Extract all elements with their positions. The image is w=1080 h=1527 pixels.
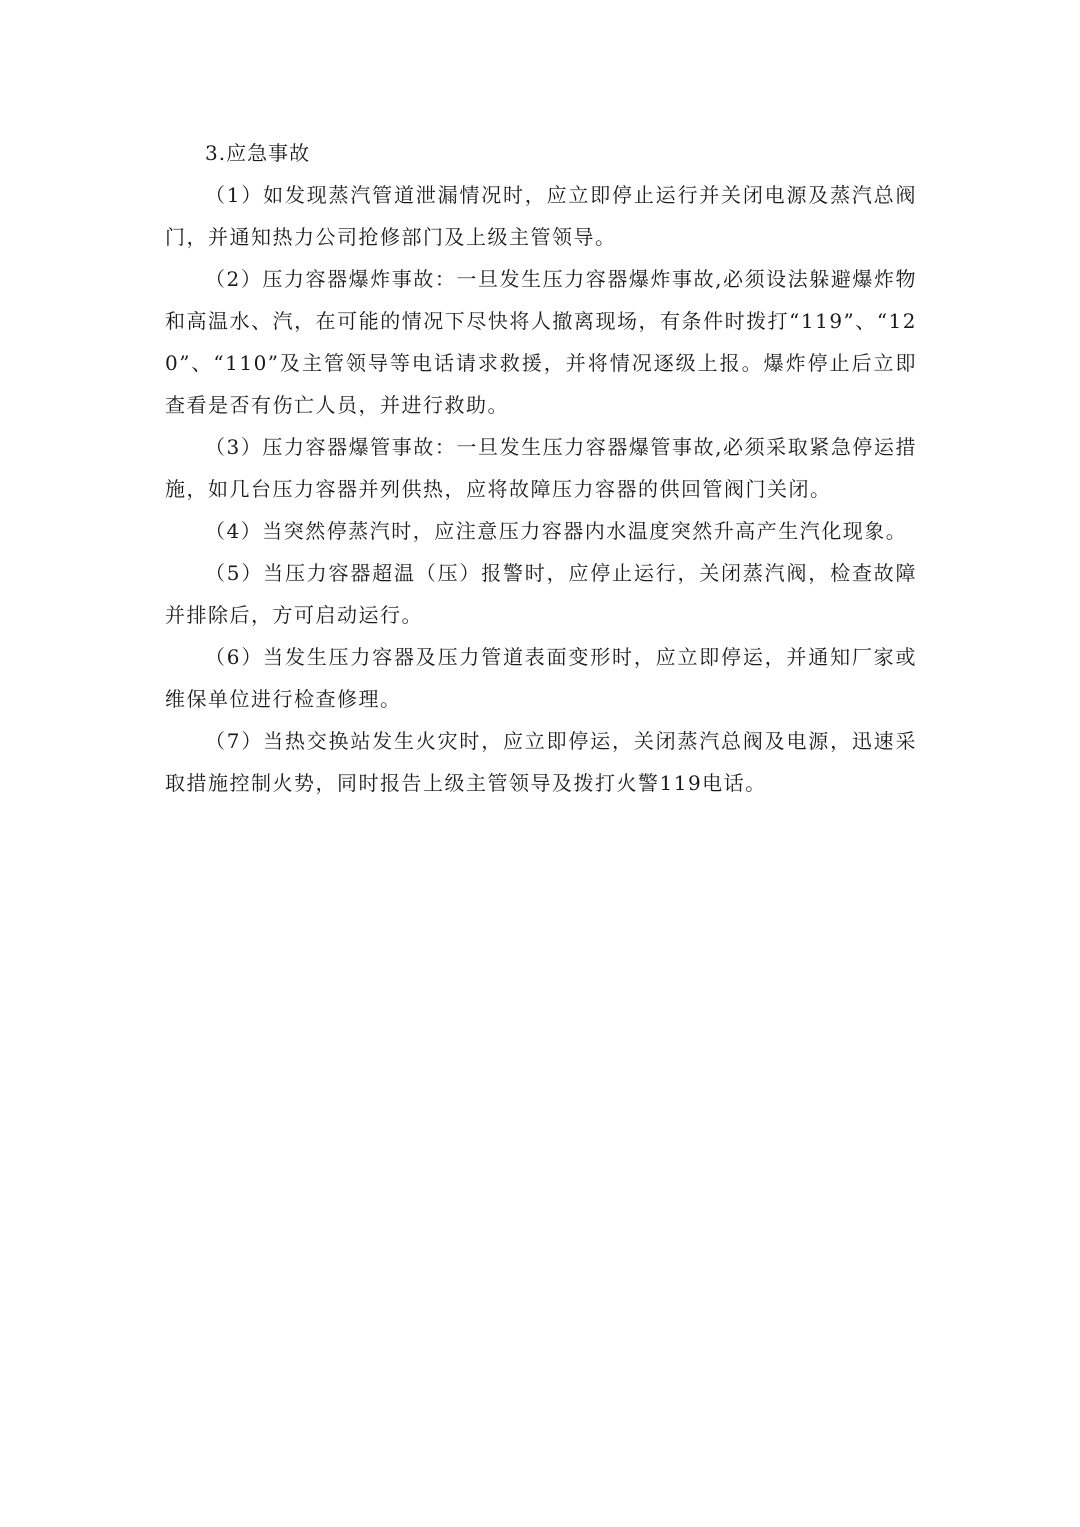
paragraph-2: （2）压力容器爆炸事故：一旦发生压力容器爆炸事故,必须设法躲避爆炸物和高温水、汽，在可能的情况下尽快将人撤离现场，有条件时拨打“119”、“120”、“110”及主管领导等电话请求救援，并将情况逐级上报。爆炸停止后立即查看是否有伤亡人员，并进行救助。: [165, 267, 917, 417]
paragraph-7: （7）当热交换站发生火灾时，应立即停运，关闭蒸汽总阀及电源，迅速采取措施控制火势，同时报告上级主管领导及拨打火警119电话。: [165, 729, 917, 795]
paragraph-3: （3）压力容器爆管事故：一旦发生压力容器爆管事故,必须采取紧急停运措施，如几台压力容器并列供热，应将故障压力容器的供回管阀门关闭。: [165, 435, 917, 501]
section-heading: 3.应急事故: [205, 141, 311, 165]
paragraph-6: （6）当发生压力容器及压力管道表面变形时，应立即停运，并通知厂家或维保单位进行检查修理。: [165, 645, 917, 711]
paragraph-4: （4）当突然停蒸汽时，应注意压力容器内水温度突然升高产生汽化现象。: [205, 519, 908, 543]
paragraph-1: （1）如发现蒸汽管道泄漏情况时，应立即停止运行并关闭电源及蒸汽总阀门，并通知热力公司抢修部门及上级主管领导。: [165, 183, 917, 249]
paragraph-5: （5）当压力容器超温（压）报警时，应停止运行，关闭蒸汽阀，检查故障并排除后，方可启动运行。: [165, 561, 917, 627]
document-page: [165, 132, 917, 804]
